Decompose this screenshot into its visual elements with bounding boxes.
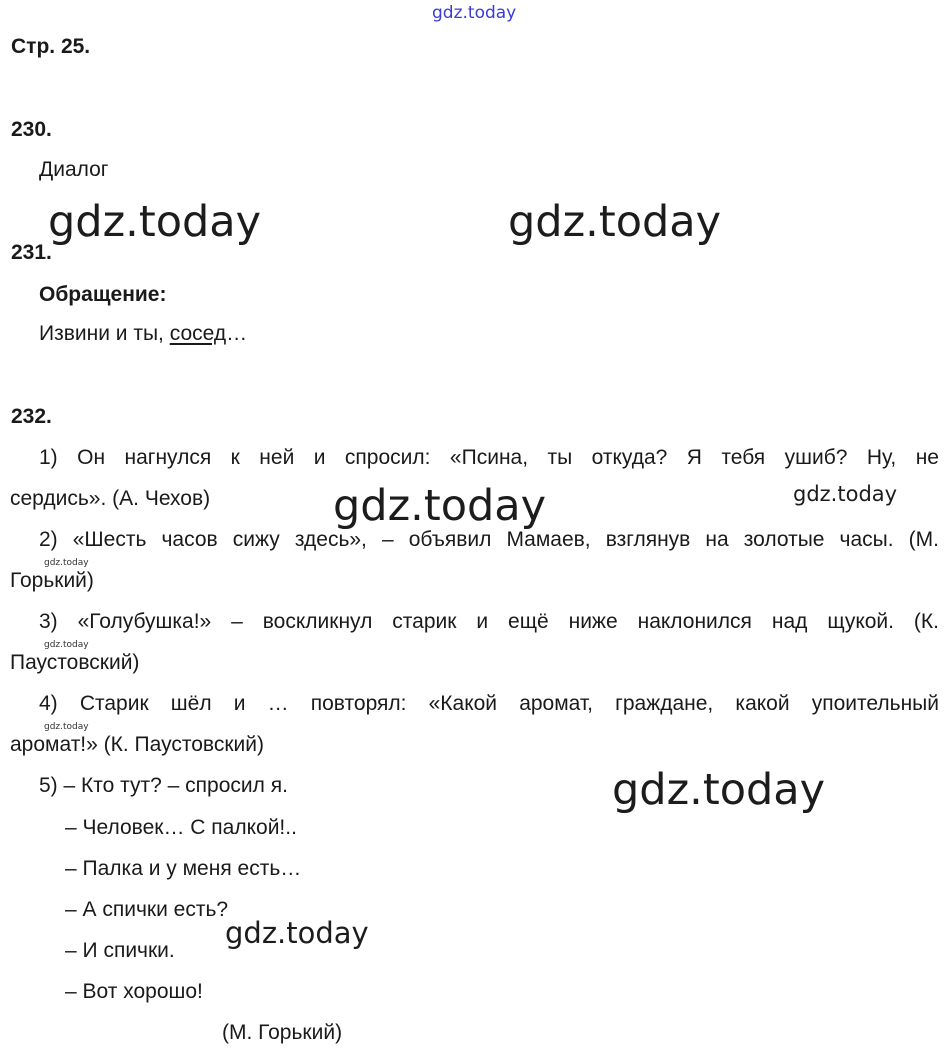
sentence-3-line-1: 3) «Голубушка!» – воскликнул старик и ещё ниже наклонился над щукой. (К. xyxy=(39,610,939,633)
dialogue-line-3: – Палка и у меня есть… xyxy=(65,857,302,880)
sentence-suffix: … xyxy=(226,322,248,345)
exercise-232-number: 232. xyxy=(11,405,52,428)
page-label: Стр. 25. xyxy=(11,35,91,58)
exercise-231-number: 231. xyxy=(11,241,52,264)
dialogue-line-4: – А спички есть? xyxy=(65,898,229,921)
watermark-1: gdz.today xyxy=(48,197,262,247)
watermark-2: gdz.today xyxy=(508,197,722,247)
watermark-tiny-2: gdz.today xyxy=(44,640,89,650)
dialogue-line-1: 5) – Кто тут? – спросил я. xyxy=(39,774,288,797)
dialogue-author: (М. Горький) xyxy=(222,1021,343,1044)
sentence-4-line-2: аромат!» (К. Паустовский) xyxy=(10,733,264,756)
watermark-tiny-1: gdz.today xyxy=(44,558,89,568)
sentence-2-line-2: Горький) xyxy=(10,569,94,592)
watermark-3: gdz.today xyxy=(333,481,547,531)
exercise-230-text: Диалог xyxy=(39,158,109,181)
exercise-230-number: 230. xyxy=(11,118,52,141)
sentence-2-line-1: 2) «Шесть часов сижу здесь», – объявил Мамаев, взглянув на золотые часы. (М. xyxy=(39,528,939,551)
address-word: сосед xyxy=(169,322,227,345)
sentence-4-line-1: 4) Старик шёл и … повторял: «Какой аромат, граждане, какой упоительный xyxy=(39,692,939,715)
dialogue-line-5: – И спички. xyxy=(65,939,175,962)
dialogue-line-6: – Вот хорошо! xyxy=(65,980,203,1003)
watermark-5: gdz.today xyxy=(612,765,826,815)
sentence-1-line-2: сердись». (А. Чехов) xyxy=(10,487,211,510)
dialogue-line-2: – Человек… С палкой!.. xyxy=(65,816,297,839)
watermark-6: gdz.today xyxy=(225,916,369,950)
sentence-prefix: Извини и ты, xyxy=(39,322,170,345)
exercise-231-heading: Обращение: xyxy=(39,283,167,306)
watermark-tiny-3: gdz.today xyxy=(44,722,89,732)
exercise-231-sentence xyxy=(39,321,247,347)
watermark-top: gdz.today xyxy=(432,3,517,23)
sentence-1-line-1: 1) Он нагнулся к ней и спросил: «Псина, ты откуда? Я тебя ушиб? Ну, не xyxy=(39,446,939,469)
watermark-4: gdz.today xyxy=(793,482,898,506)
sentence-3-line-2: Паустовский) xyxy=(10,651,140,674)
